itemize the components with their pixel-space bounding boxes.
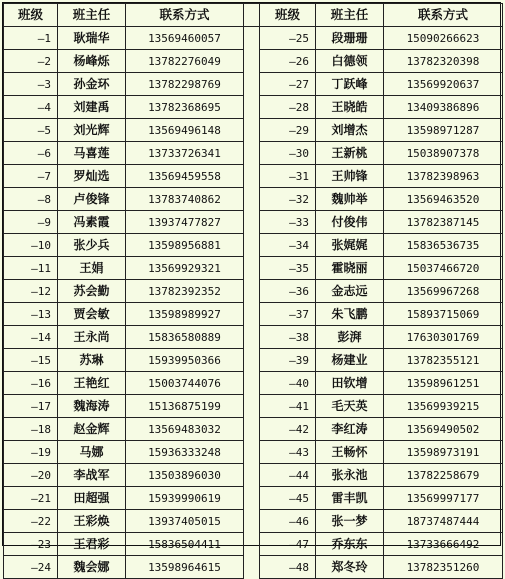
teacher-cell: 乔东东 xyxy=(316,533,384,556)
header-teacher-left: 班主任 xyxy=(58,4,126,27)
class-cell: —15 xyxy=(4,349,58,372)
phone-cell: 13782298769 xyxy=(126,73,244,96)
teacher-cell: 王彩焕 xyxy=(58,510,126,533)
table-row xyxy=(4,326,503,349)
column-gap xyxy=(244,257,260,280)
phone-cell: 15939990619 xyxy=(126,487,244,510)
phone-cell: 13569463520 xyxy=(384,188,503,211)
phone-cell: 13569496148 xyxy=(126,119,244,142)
phone-cell: 13782276049 xyxy=(126,50,244,73)
class-cell: —40 xyxy=(260,372,316,395)
phone-cell: 13569997177 xyxy=(384,487,503,510)
phone-cell: 15038907378 xyxy=(384,142,503,165)
table-row xyxy=(4,510,503,533)
class-cell: —41 xyxy=(260,395,316,418)
phone-cell: 13782387145 xyxy=(384,211,503,234)
class-teacher-contact-table xyxy=(3,3,503,579)
teacher-cell: 王永尚 xyxy=(58,326,126,349)
phone-cell: 13733666492 xyxy=(384,533,503,556)
teacher-cell: 付俊伟 xyxy=(316,211,384,234)
table-row xyxy=(4,234,503,257)
class-cell: —23 xyxy=(4,533,58,556)
table-row xyxy=(4,165,503,188)
column-gap xyxy=(244,326,260,349)
column-gap xyxy=(244,73,260,96)
class-cell: —42 xyxy=(260,418,316,441)
teacher-cell: 张一梦 xyxy=(316,510,384,533)
class-cell: —5 xyxy=(4,119,58,142)
phone-cell: 18737487444 xyxy=(384,510,503,533)
phone-cell: 15836580889 xyxy=(126,326,244,349)
phone-cell: 15936333248 xyxy=(126,441,244,464)
class-cell: —13 xyxy=(4,303,58,326)
class-cell: —4 xyxy=(4,96,58,119)
class-cell: —18 xyxy=(4,418,58,441)
table-row xyxy=(4,303,503,326)
class-cell: —26 xyxy=(260,50,316,73)
class-cell: —16 xyxy=(4,372,58,395)
teacher-cell: 马娜 xyxy=(58,441,126,464)
phone-cell: 13782351260 xyxy=(384,556,503,579)
teacher-cell: 张永池 xyxy=(316,464,384,487)
class-cell: —28 xyxy=(260,96,316,119)
teacher-cell: 魏海涛 xyxy=(58,395,126,418)
phone-cell: 13598971287 xyxy=(384,119,503,142)
class-cell: —9 xyxy=(4,211,58,234)
phone-cell: 13782392352 xyxy=(126,280,244,303)
teacher-cell: 张少兵 xyxy=(58,234,126,257)
phone-cell: 15939950366 xyxy=(126,349,244,372)
teacher-cell: 田钦增 xyxy=(316,372,384,395)
class-cell: —21 xyxy=(4,487,58,510)
phone-cell: 13569483032 xyxy=(126,418,244,441)
phone-cell: 15836504411 xyxy=(126,533,244,556)
teacher-cell: 雷丰凯 xyxy=(316,487,384,510)
teacher-cell: 李红涛 xyxy=(316,418,384,441)
teacher-cell: 王晓皓 xyxy=(316,96,384,119)
teacher-cell: 白德领 xyxy=(316,50,384,73)
class-teacher-contact-table-wrapper xyxy=(2,2,501,574)
class-cell: —1 xyxy=(4,27,58,50)
class-cell: —17 xyxy=(4,395,58,418)
class-cell: —7 xyxy=(4,165,58,188)
class-cell: —20 xyxy=(4,464,58,487)
column-gap xyxy=(244,418,260,441)
column-gap xyxy=(244,349,260,372)
phone-cell: 13569459558 xyxy=(126,165,244,188)
teacher-cell: 王帅锋 xyxy=(316,165,384,188)
phone-cell: 13783740862 xyxy=(126,188,244,211)
class-cell: —24 xyxy=(4,556,58,579)
column-gap xyxy=(244,4,260,27)
column-gap xyxy=(244,188,260,211)
header-class-right: 班级 xyxy=(260,4,316,27)
teacher-cell: 张娓娓 xyxy=(316,234,384,257)
header-contact-left: 联系方式 xyxy=(126,4,244,27)
phone-cell: 13598989927 xyxy=(126,303,244,326)
table-row xyxy=(4,464,503,487)
class-cell: —25 xyxy=(260,27,316,50)
teacher-cell: 王畅怀 xyxy=(316,441,384,464)
teacher-cell: 苏会勤 xyxy=(58,280,126,303)
class-cell: —10 xyxy=(4,234,58,257)
teacher-cell: 赵金辉 xyxy=(58,418,126,441)
column-gap xyxy=(244,96,260,119)
teacher-cell: 杨峰烁 xyxy=(58,50,126,73)
class-cell: —14 xyxy=(4,326,58,349)
teacher-cell: 孙金环 xyxy=(58,73,126,96)
table-row xyxy=(4,257,503,280)
column-gap xyxy=(244,556,260,579)
phone-cell: 13782258679 xyxy=(384,464,503,487)
class-cell: —36 xyxy=(260,280,316,303)
phone-cell: 13598964615 xyxy=(126,556,244,579)
phone-cell: 13937477827 xyxy=(126,211,244,234)
phone-cell: 13569490502 xyxy=(384,418,503,441)
teacher-cell: 刘光辉 xyxy=(58,119,126,142)
table-row xyxy=(4,27,503,50)
teacher-cell: 刘增杰 xyxy=(316,119,384,142)
header-contact-right: 联系方式 xyxy=(384,4,503,27)
teacher-cell: 耿瑞华 xyxy=(58,27,126,50)
phone-cell: 13569967268 xyxy=(384,280,503,303)
class-cell: —48 xyxy=(260,556,316,579)
teacher-cell: 王君彩 xyxy=(58,533,126,556)
teacher-cell: 魏帅举 xyxy=(316,188,384,211)
table-row xyxy=(4,441,503,464)
class-cell: —30 xyxy=(260,142,316,165)
class-cell: —29 xyxy=(260,119,316,142)
teacher-cell: 段珊珊 xyxy=(316,27,384,50)
phone-cell: 13782355121 xyxy=(384,349,503,372)
class-cell: —6 xyxy=(4,142,58,165)
phone-cell: 13569939215 xyxy=(384,395,503,418)
phone-cell: 13782368695 xyxy=(126,96,244,119)
phone-cell: 13782398963 xyxy=(384,165,503,188)
teacher-cell: 李战军 xyxy=(58,464,126,487)
column-gap xyxy=(244,303,260,326)
table-row xyxy=(4,349,503,372)
phone-cell: 13503896030 xyxy=(126,464,244,487)
column-gap xyxy=(244,372,260,395)
teacher-cell: 彭湃 xyxy=(316,326,384,349)
class-cell: —43 xyxy=(260,441,316,464)
teacher-cell: 卢俊锋 xyxy=(58,188,126,211)
column-gap xyxy=(244,27,260,50)
teacher-cell: 贾会敏 xyxy=(58,303,126,326)
phone-cell: 13569460057 xyxy=(126,27,244,50)
table-row xyxy=(4,372,503,395)
class-cell: —22 xyxy=(4,510,58,533)
phone-cell: 13598973191 xyxy=(384,441,503,464)
teacher-cell: 郑冬玲 xyxy=(316,556,384,579)
class-cell: —39 xyxy=(260,349,316,372)
teacher-cell: 马喜莲 xyxy=(58,142,126,165)
column-gap xyxy=(244,395,260,418)
class-cell: —32 xyxy=(260,188,316,211)
header-class-left: 班级 xyxy=(4,4,58,27)
phone-cell: 15037466720 xyxy=(384,257,503,280)
teacher-cell: 刘建禹 xyxy=(58,96,126,119)
class-cell: —44 xyxy=(260,464,316,487)
class-cell: —45 xyxy=(260,487,316,510)
phone-cell: 13782320398 xyxy=(384,50,503,73)
table-row xyxy=(4,556,503,579)
table-row xyxy=(4,280,503,303)
phone-cell: 13598961251 xyxy=(384,372,503,395)
class-cell: —27 xyxy=(260,73,316,96)
class-cell: —12 xyxy=(4,280,58,303)
teacher-cell: 冯素霞 xyxy=(58,211,126,234)
teacher-cell: 魏会娜 xyxy=(58,556,126,579)
column-gap xyxy=(244,142,260,165)
table-row xyxy=(4,50,503,73)
table-row xyxy=(4,487,503,510)
table-row xyxy=(4,533,503,556)
teacher-cell: 丁跃峰 xyxy=(316,73,384,96)
teacher-cell: 王艳红 xyxy=(58,372,126,395)
teacher-cell: 王娟 xyxy=(58,257,126,280)
column-gap xyxy=(244,487,260,510)
class-cell: —31 xyxy=(260,165,316,188)
phone-cell: 13937405015 xyxy=(126,510,244,533)
phone-cell: 15836536735 xyxy=(384,234,503,257)
column-gap xyxy=(244,211,260,234)
phone-cell: 15893715069 xyxy=(384,303,503,326)
column-gap xyxy=(244,234,260,257)
table-row xyxy=(4,96,503,119)
column-gap xyxy=(244,50,260,73)
table-row xyxy=(4,142,503,165)
table-row xyxy=(4,119,503,142)
class-cell: —37 xyxy=(260,303,316,326)
teacher-cell: 杨建业 xyxy=(316,349,384,372)
teacher-cell: 金志远 xyxy=(316,280,384,303)
column-gap xyxy=(244,441,260,464)
column-gap xyxy=(244,464,260,487)
class-cell: —8 xyxy=(4,188,58,211)
class-cell: —34 xyxy=(260,234,316,257)
phone-cell: 15090266623 xyxy=(384,27,503,50)
teacher-cell: 王新桃 xyxy=(316,142,384,165)
class-cell: —46 xyxy=(260,510,316,533)
column-gap xyxy=(244,165,260,188)
class-cell: —38 xyxy=(260,326,316,349)
class-cell: —19 xyxy=(4,441,58,464)
teacher-cell: 苏琳 xyxy=(58,349,126,372)
class-cell: —35 xyxy=(260,257,316,280)
table-row xyxy=(4,73,503,96)
column-gap xyxy=(244,510,260,533)
header-teacher-right: 班主任 xyxy=(316,4,384,27)
teacher-cell: 朱飞鹏 xyxy=(316,303,384,326)
phone-cell: 17630301769 xyxy=(384,326,503,349)
phone-cell: 15136875199 xyxy=(126,395,244,418)
table-row xyxy=(4,188,503,211)
class-cell: —11 xyxy=(4,257,58,280)
phone-cell: 13733726341 xyxy=(126,142,244,165)
class-cell: —2 xyxy=(4,50,58,73)
column-gap xyxy=(244,533,260,556)
phone-cell: 15003744076 xyxy=(126,372,244,395)
column-gap xyxy=(244,119,260,142)
table-row xyxy=(4,418,503,441)
table-row xyxy=(4,395,503,418)
column-gap xyxy=(244,280,260,303)
class-cell: —47 xyxy=(260,533,316,556)
class-cell: —3 xyxy=(4,73,58,96)
teacher-cell: 田超强 xyxy=(58,487,126,510)
teacher-cell: 霍晓丽 xyxy=(316,257,384,280)
class-cell: —33 xyxy=(260,211,316,234)
table-body xyxy=(4,27,503,579)
table-row xyxy=(4,211,503,234)
phone-cell: 13409386896 xyxy=(384,96,503,119)
header-row xyxy=(4,4,503,27)
teacher-cell: 罗灿选 xyxy=(58,165,126,188)
phone-cell: 13598956881 xyxy=(126,234,244,257)
phone-cell: 13569929321 xyxy=(126,257,244,280)
phone-cell: 13569920637 xyxy=(384,73,503,96)
teacher-cell: 毛天英 xyxy=(316,395,384,418)
